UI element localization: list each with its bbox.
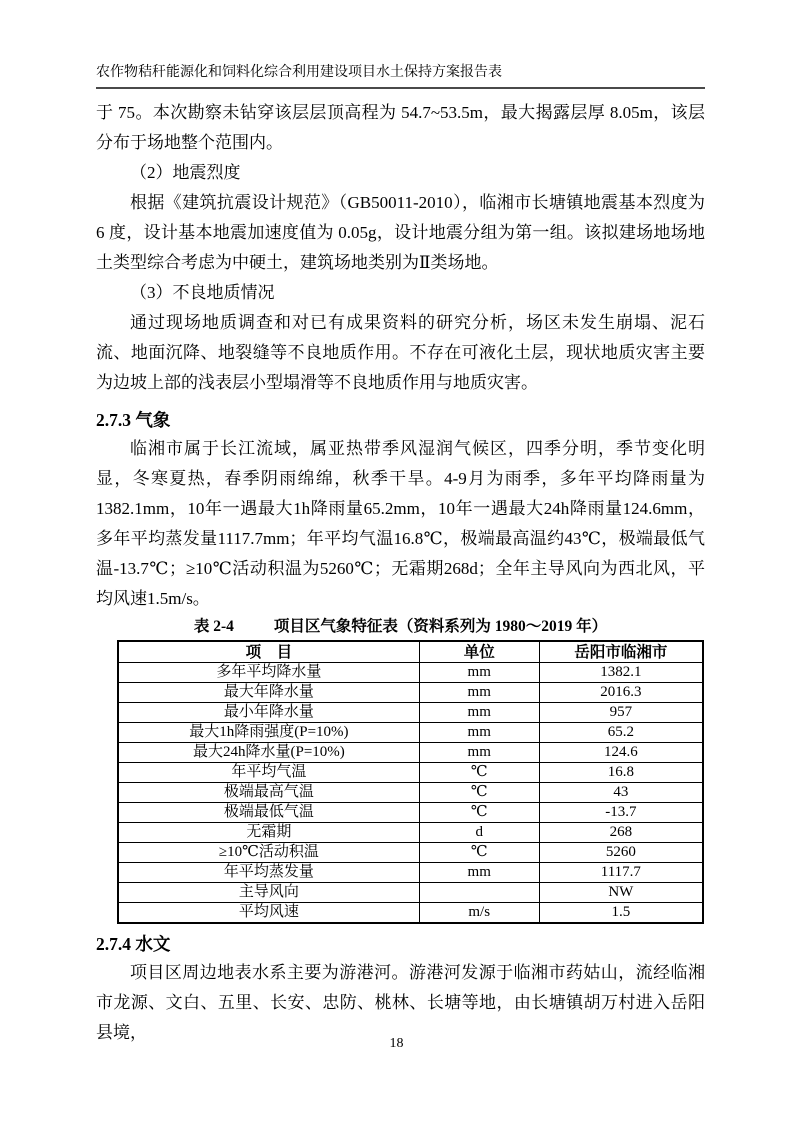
table-cell: 1117.7: [539, 863, 703, 883]
table-row: [118, 823, 703, 843]
table-cell: [419, 883, 539, 903]
table-cell: 多年平均降水量: [118, 663, 419, 683]
table-cell: 1.5: [539, 903, 703, 924]
table-header-row: [118, 641, 703, 663]
document-body: [96, 98, 705, 1048]
meteorology-table: [117, 640, 704, 924]
paragraph-meteorology: 临湘市属于长江流域，属亚热带季风湿润气候区，四季分明，季节变化明显，冬寒夏热，春季阴雨绵绵，秋季干旱。4-9月为雨季，多年平均降雨量为1382.1mm，10年一遇最大1h降雨量65.2mm，10年一遇最大24h降雨量124.6mm，多年平均蒸发量1117.7mm；年平均气温16.8℃，极端最高温约43℃，极端最低气温-13.7℃；≥10℃活动积温为5260℃；无霜期268d；全年主导风向为西北风，平均风速1.5m/s。: [96, 439, 705, 608]
column-header-unit: 单位: [419, 641, 539, 663]
table-cell: 最小年降水量: [118, 703, 419, 723]
section-heading-meteorology: 2.7.3 气象: [96, 410, 171, 430]
table-cell: 极端最低气温: [118, 803, 419, 823]
paragraph-hydrology: 项目区周边地表水系主要为游港河。游港河发源于临湘市药姑山，流经临湘市龙源、文白、五里、长安、忠防、桃林、长塘等地，由长塘镇胡万村进入岳阳县境，: [96, 963, 705, 1042]
table-row: [118, 663, 703, 683]
table-cell: 957: [539, 703, 703, 723]
paragraph-survey: 于 75。本次勘察未钻穿该层层顶高程为 54.7~53.5m，最大揭露层厚 8.05m，该层分布于场地整个范围内。: [96, 103, 705, 152]
table-cell: 16.8: [539, 763, 703, 783]
table-cell: mm: [419, 723, 539, 743]
subheading-seismic-intensity: （2）地震烈度: [130, 163, 241, 182]
page-header-title: 农作物秸秆能源化和饲料化综合利用建设项目水土保持方案报告表: [96, 65, 502, 80]
table-cell: mm: [419, 863, 539, 883]
table-cell: 最大1h降雨强度(P=10%): [118, 723, 419, 743]
table-cell: 主导风向: [118, 883, 419, 903]
table-cell: ≥10℃活动积温: [118, 843, 419, 863]
column-header-station: 岳阳市临湘市: [539, 641, 703, 663]
table-cell: 2016.3: [539, 683, 703, 703]
table-row: [118, 803, 703, 823]
table-cell: mm: [419, 663, 539, 683]
table-cell: 65.2: [539, 723, 703, 743]
table-cell: 年平均蒸发量: [118, 863, 419, 883]
table-cell: 最大24h降水量(P=10%): [118, 743, 419, 763]
paragraph-seismic: 根据《建筑抗震设计规范》（GB50011-2010），临湘市长塘镇地震基本烈度为 6 度，设计基本地震加速度值为 0.05g，设计地震分组为第一组。该拟建场地场地土类型综合考虑为中硬土，建筑场地类别为Ⅱ类场地。: [96, 193, 705, 272]
table-row: [118, 743, 703, 763]
table-cell: ℃: [419, 843, 539, 863]
table-cell: 最大年降水量: [118, 683, 419, 703]
table-row: [118, 863, 703, 883]
table-cell: ℃: [419, 763, 539, 783]
table-body: [118, 663, 703, 924]
table-cell: 124.6: [539, 743, 703, 763]
table-cell: mm: [419, 683, 539, 703]
table-row: [118, 843, 703, 863]
table-cell: ℃: [419, 783, 539, 803]
table-row: [118, 783, 703, 803]
section-heading-hydrology: 2.7.4 水文: [96, 934, 171, 954]
table-cell: m/s: [419, 903, 539, 924]
table-cell: 5260: [539, 843, 703, 863]
table-cell: 43: [539, 783, 703, 803]
table-row: [118, 703, 703, 723]
table-cell: mm: [419, 703, 539, 723]
paragraph-geology: 通过现场地质调查和对已有成果资料的研究分析，场区未发生崩塌、泥石流、地面沉降、地裂缝等不良地质作用。不存在可液化土层，现状地质灾害主要为边坡上部的浅表层小型塌滑等不良地质作用与地质灾害。: [96, 313, 705, 392]
table-cell: -13.7: [539, 803, 703, 823]
table-cell: 1382.1: [539, 663, 703, 683]
subheading-adverse-geology: （3）不良地质情况: [130, 283, 275, 302]
table-cell: d: [419, 823, 539, 843]
table-row: [118, 683, 703, 703]
column-header-item: 项 目: [118, 641, 419, 663]
table-cell: NW: [539, 883, 703, 903]
table-cell: 268: [539, 823, 703, 843]
table-cell: mm: [419, 743, 539, 763]
table-row: [118, 883, 703, 903]
page-header: [96, 64, 705, 89]
table-cell: 极端最高气温: [118, 783, 419, 803]
table-cell: 无霜期: [118, 823, 419, 843]
table-caption: [96, 616, 705, 638]
table-cell: ℃: [419, 803, 539, 823]
table-row: [118, 903, 703, 924]
table-row: [118, 763, 703, 783]
table-caption-title: 项目区气象特征表（资料系列为 1980～2019 年）: [273, 618, 608, 635]
table-cell: 年平均气温: [118, 763, 419, 783]
page-number: 18: [389, 1036, 404, 1051]
table-row: [118, 723, 703, 743]
table-cell: 平均风速: [118, 903, 419, 924]
table-caption-label: 表 2-4: [193, 618, 234, 635]
